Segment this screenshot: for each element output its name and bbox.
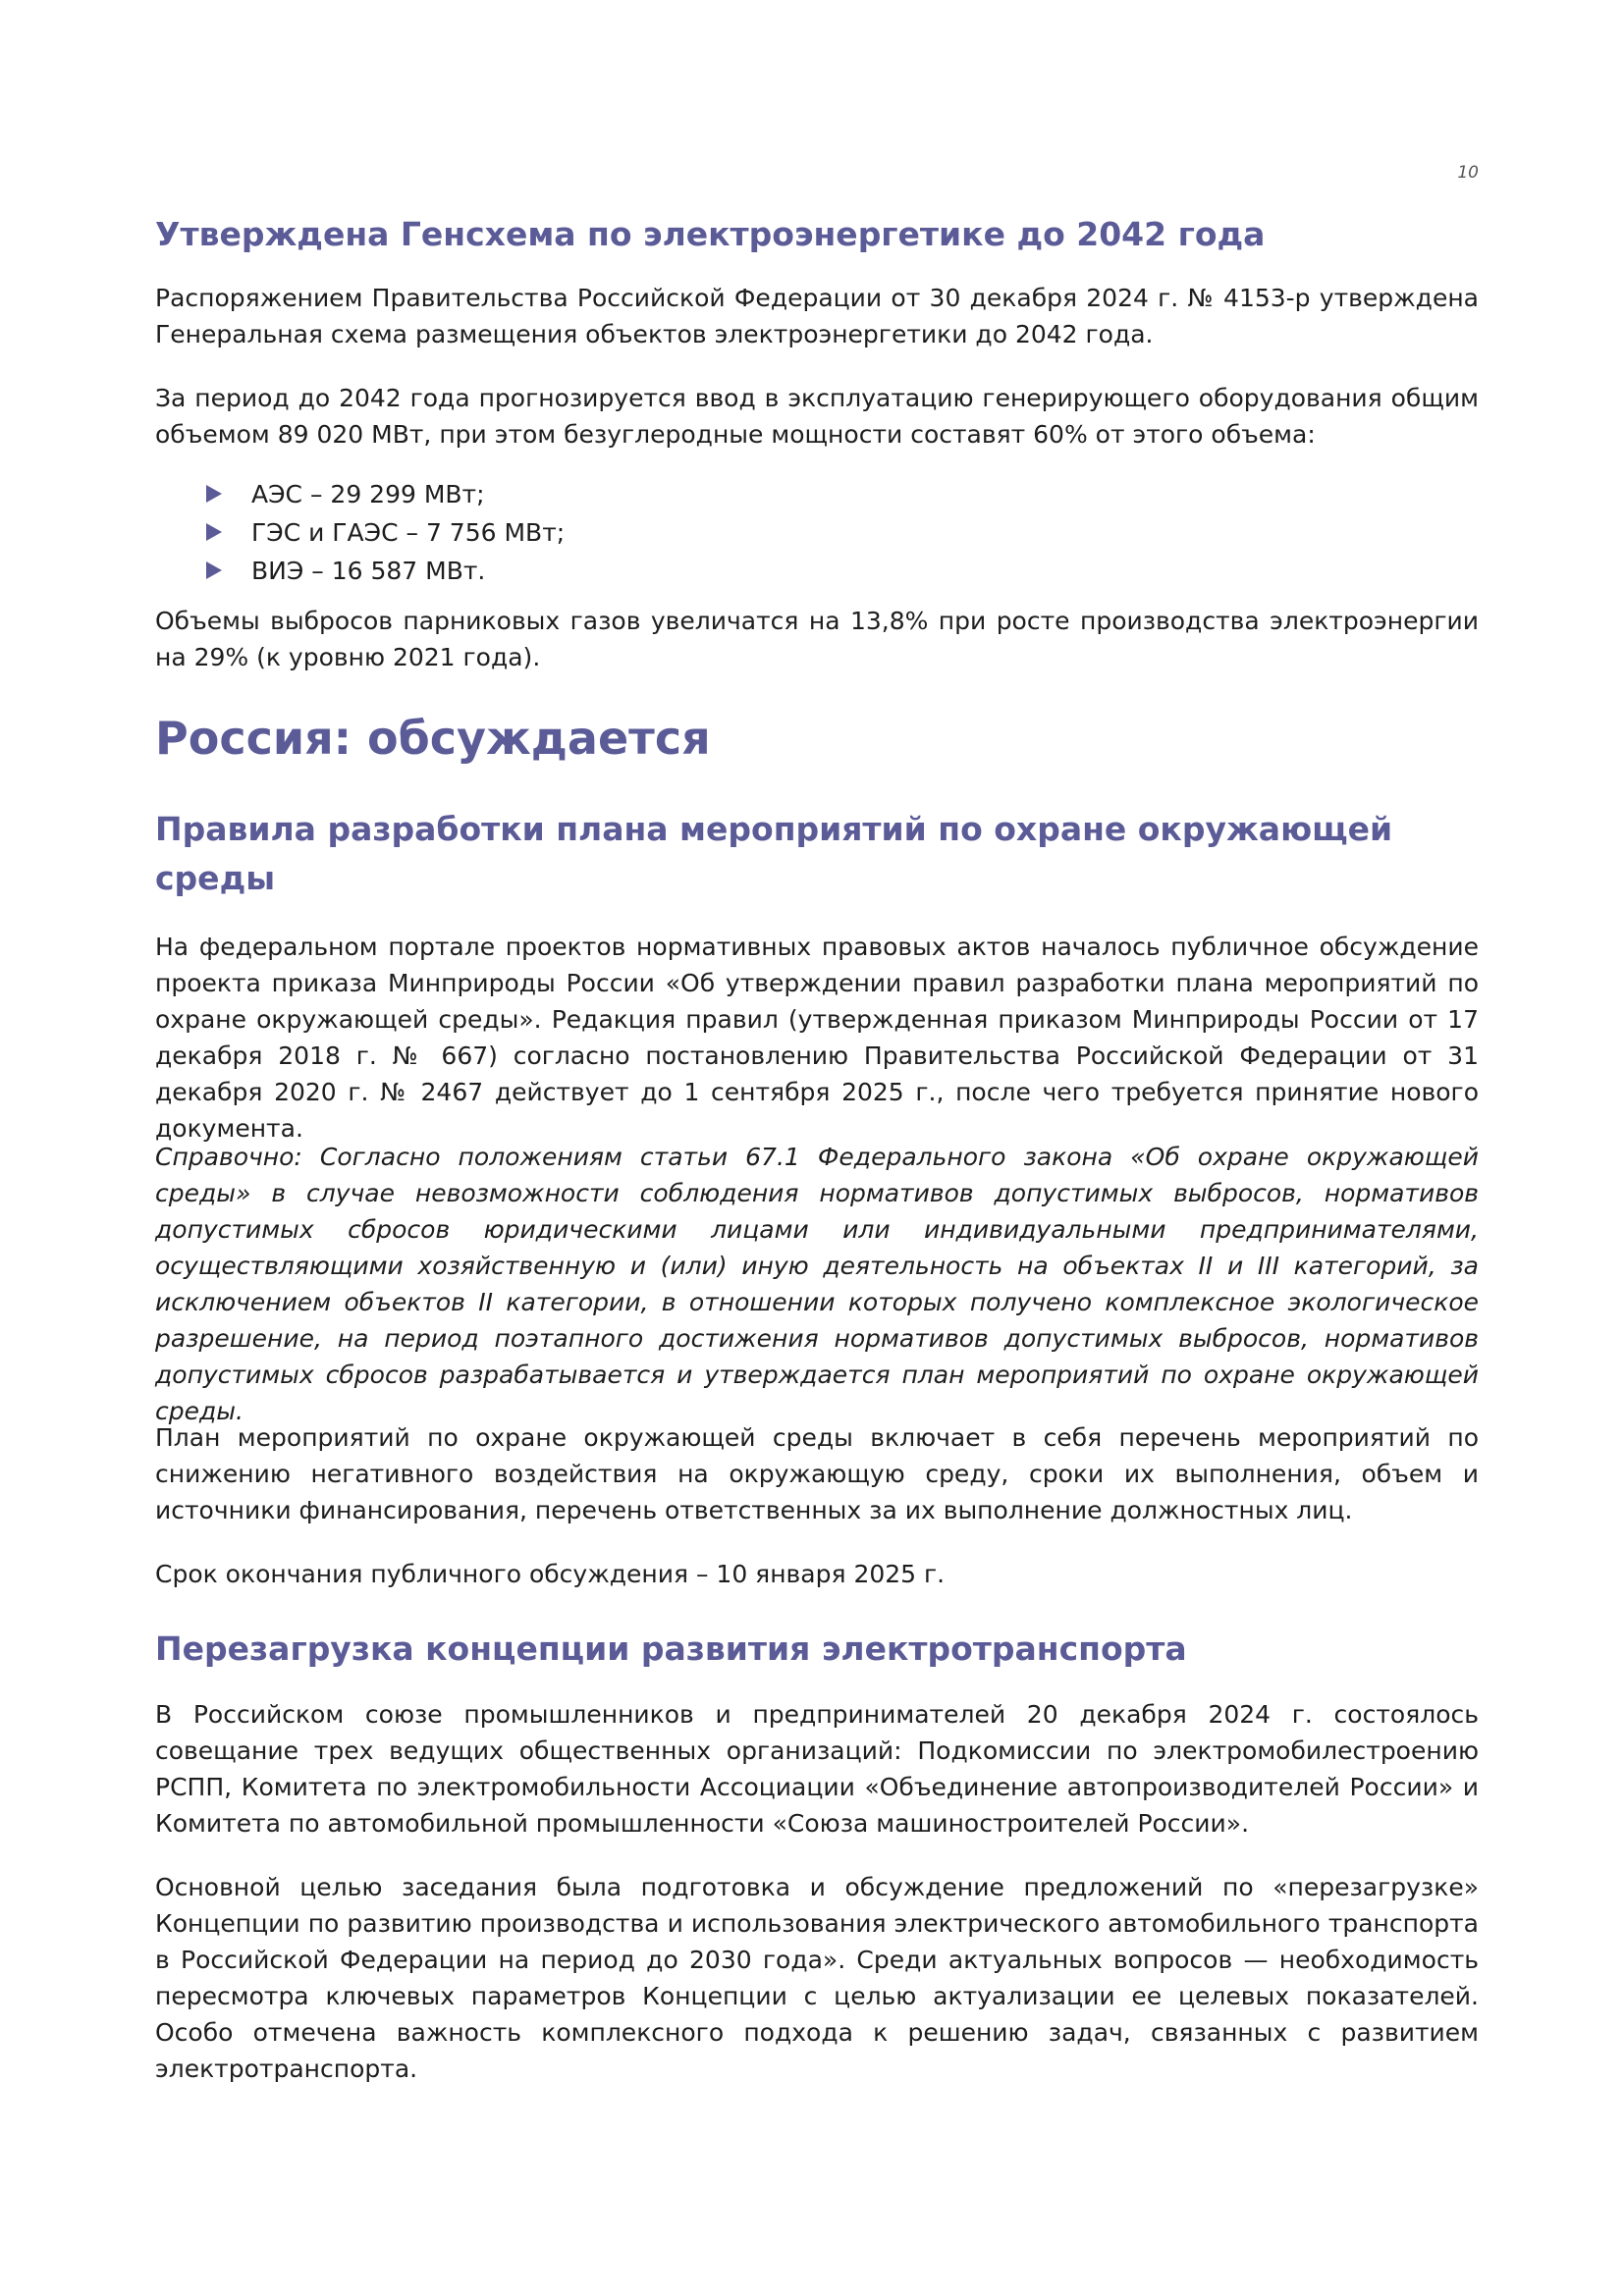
paragraph-plan-contents: План мероприятий по охране окружающей среды включает в себя перечень мероприятий по снижению негативного воздействия на окружающую среду, сроки их выполнения, объем и источники финансирования, перечень ответственных за их выполнение должностных лиц. — [155, 1423, 1479, 1524]
capacity-list — [155, 475, 1479, 590]
paragraph-forecast: За период до 2042 года прогнозируется ввод в эксплуатацию генерирующего оборудования общим объемом 89 020 МВт, при этом безуглеродные мощности составят 60% от этого объема: — [155, 384, 1479, 449]
list-item-text: ГЭС и ГАЭС – 7 756 МВт; — [251, 518, 566, 547]
list-item — [155, 513, 1479, 552]
bullet-triangle-icon — [206, 485, 222, 503]
list-item — [155, 475, 1479, 513]
paragraph-meeting: В Российском союзе промышленников и предпринимателей 20 декабря 2024 г. состоялось совещание трех ведущих общественных организаций: Подкомиссии по электромобилестроению РСПП, Комитета по электромобильности Ассоциации «Объединение автопроизводителей России» и Комитета по автомобильной промышленности «Союза машиностроителей России». — [155, 1700, 1479, 1838]
main-heading: Россия: обсуждается — [155, 712, 711, 765]
paragraph-portal: На федеральном портале проектов нормативных правовых актов началось публичное обсуждение проекта приказа Минприроды России «Об утверждении правил разработки плана мероприятий по охране окружающей среды». Редакция правил (утвержденная приказом Минприроды России от 17 декабря 2018 г. № 667) согласно постановлению Правительства Российской Федерации от 31 декабря 2020 г. № 2467 действует до 1 сентября 2025 г., после чего требуется принятие нового документа. — [155, 933, 1479, 1143]
paragraph-emissions: Объемы выбросов парниковых газов увеличатся на 13,8% при росте производства электроэнергии на 29% (к уровню 2021 года). — [155, 607, 1479, 671]
paragraph-decree: Распоряжением Правительства Российской Федерации от 30 декабря 2024 г. № 4153-р утверждена Генеральная схема размещения объектов электроэнергетики до 2042 года. — [155, 284, 1479, 348]
page-number: 10 — [1457, 163, 1479, 183]
paragraph-reference-note: Справочно: Согласно положениям статьи 67.1 Федерального закона «Об охране окружающей среды» в случае невозможности соблюдения нормативов допустимых выбросов, нормативов допустимых сбросов юридическими лицами или индивидуальными предпринимателями, осуществляющими хозяйственную и (или) иную деятельность на объектах II и III категорий, за исключением объектов II категории, в отношении которых получено комплексное экологическое разрешение, на период поэтапного достижения нормативов допустимых выбросов, нормативов допустимых сбросов разрабатывается и утверждается план мероприятий по охране окружающей среды. — [155, 1143, 1479, 1425]
list-item-text: ВИЭ – 16 587 МВт. — [251, 557, 486, 585]
list-item — [155, 552, 1479, 590]
section-heading-env-plan: Правила разработки плана мероприятий по охране окружающей среды — [155, 810, 1393, 897]
paragraph-meeting-goal: Основной целью заседания была подготовка и обсуждение предложений по «перезагрузке» Концепции по развитию производства и использования электрического автомобильного транспорта в Российской Федерации на период до 2030 года». Среди актуальных вопросов — необходимость пересмотра ключевых параметров Концепции с целью актуализации ее целевых показателей. Особо отмечена важность комплексного подхода к решению задач, связанных с развитием электротранспорта. — [155, 1873, 1479, 2083]
list-item-text: АЭС – 29 299 МВт; — [251, 480, 485, 508]
section-heading-genscheme: Утверждена Генсхема по электроэнергетике до 2042 года — [155, 215, 1266, 253]
paragraph-deadline: Срок окончания публичного обсуждения – 10 января 2025 г. — [155, 1560, 946, 1588]
bullet-triangle-icon — [206, 523, 222, 541]
section-heading-ev-concept: Перезагрузка концепции развития электротранспорта — [155, 1629, 1187, 1668]
bullet-triangle-icon — [206, 561, 222, 579]
